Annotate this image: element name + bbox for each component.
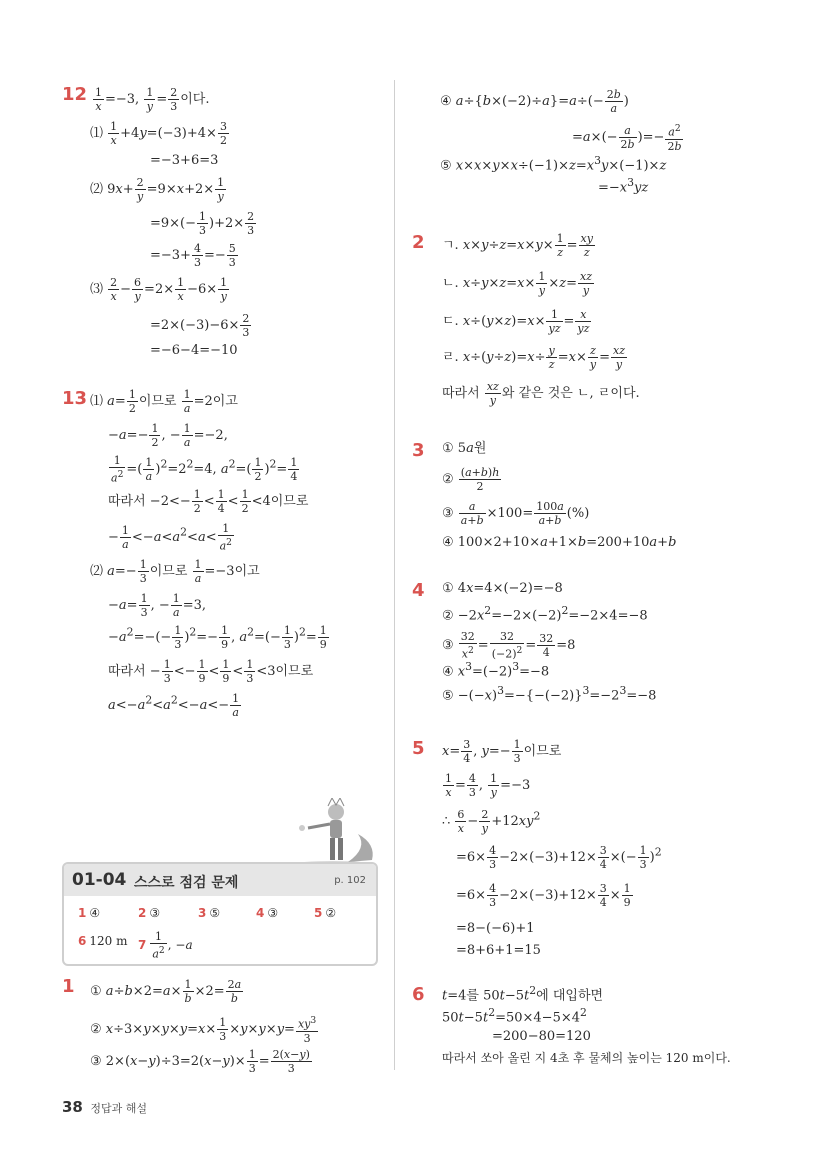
solution-line: ③ 2×(x−y)÷3=2(x−y)× $\frac{1}{3}$ = $\frac{2(x-y)}{3}$ (90, 1048, 310, 1075)
problem-5 (412, 738, 802, 958)
problem-number: 1 (62, 976, 75, 997)
solution-line: =−6−4=−10 (150, 343, 238, 358)
solution-line: =200−80=120 (492, 1029, 591, 1044)
page-reference: p. 102 (334, 875, 366, 886)
problem-13 (62, 388, 382, 718)
answer-item: 5 ② (314, 906, 337, 920)
right-column (412, 84, 802, 1065)
solution-line: $\frac{1}{a^2}$ =( $\frac{1}{a}$ )$^2=2^2=4$, $a^2=$( $\frac{1}{2}$ )$^2$= $\frac{1}{4}$ (111, 454, 298, 485)
solution-line: ㄹ. x÷(y÷z)=x÷ $\frac{y}{z}$ =x× $\frac{z}{y}$ = $\frac{xz}{y}$ (442, 344, 625, 371)
solution-line: $50t-5t^2=50\times 4-5\times 4^2$ (442, 1006, 587, 1026)
solution-line: −a= $\frac{1}{3}$ , − $\frac{1}{a}$ =3, (108, 592, 207, 619)
solution-line: 따라서 −2<− $\frac{1}{2}$ < $\frac{1}{4}$ < $\frac{1}{2}$ <4이므로 (108, 488, 309, 515)
solution-line: ⑴ a= $\frac{1}{2}$ 이므로 $\frac{1}{a}$ =2이고 (90, 388, 238, 415)
solution-line: ㄴ. x÷y×z=x× $\frac{1}{y}$ ×z= $\frac{xz}{y}$ (442, 270, 593, 297)
solution-line: ⑤ $x\times x\times y\times x\div(-1)\times z=x^3y\times(-1)\times z$ (440, 154, 667, 174)
problem-12 (62, 84, 382, 364)
problem-number: 13 (62, 388, 88, 409)
solution-line: ② $-2x^2=-2\times(-2)^2=-2\times 4=-8$ (442, 604, 648, 624)
solution-line: ∴ $\frac{6}{x}$ − $\frac{2}{y}$ $+12xy^2$ (442, 808, 541, 835)
answer-item: 2 ③ (138, 906, 161, 920)
solution-line: ② $\frac{(a+b)h}{2}$ (442, 466, 500, 493)
solution-line: ② x÷3×y×y×y=x× $\frac{1}{3}$ ×y×y×y= $\frac{xy^3}{3}$ (90, 1015, 317, 1045)
solution-line: =−3+ $\frac{4}{3}$ =− $\frac{5}{3}$ (150, 242, 236, 269)
self-check-header (64, 864, 376, 896)
solution-line: ③ $\frac{32}{x^2}$ = $\frac{32}{(-2)^2}$ = $\frac{32}{4}$ =8 (442, 630, 576, 661)
solution-line: $=-x^3yz$ (598, 176, 649, 196)
solution-line: ㄱ. x×y÷z=x×y× $\frac{1}{z}$ = $\frac{xy}{z}$ (442, 232, 593, 259)
problem-number: 4 (412, 580, 425, 601)
solution-line: ① a÷b×2=a× $\frac{1}{b}$ ×2= $\frac{2a}{b}$ (90, 978, 242, 1005)
solution-line: =9×(− $\frac{1}{3}$ )+2× $\frac{2}{3}$ (150, 210, 255, 237)
solution-line: 따라서 − $\frac{1}{3}$ <− $\frac{1}{9}$ < $\frac{1}{9}$ < $\frac{1}{3}$ <3이므로 (108, 658, 314, 685)
solution-line: ④ $x^3=(-2)^3=-8$ (442, 660, 550, 680)
solution-line: ③ $\frac{a}{a+b}$ ×100= $\frac{100a}{a+b}$ (%) (442, 500, 590, 527)
solution-line: ① 4x=4×(−2)=−8 (442, 581, 563, 596)
solution-line: t=4를 $50t-5t^2$에 대입하면 (442, 984, 604, 1004)
solution-line: ① 5a원 (442, 441, 487, 456)
problem-3 (412, 440, 802, 560)
section-title: 스스로 점검 문제 (134, 875, 239, 891)
solution-line: =a×(− $\frac{a}{2b}$ )=− $\frac{a^2}{2b}$ (572, 123, 682, 153)
footer-label: 정답과 해설 (90, 1102, 148, 1115)
solution-line: =2×(−3)−6× $\frac{2}{3}$ (150, 312, 250, 339)
problem-1-continued (412, 84, 802, 204)
solution-line: 따라서 쏘아 올린 지 4초 후 물체의 높이는 120 m이다. (442, 1051, 731, 1065)
solution-line: ⑤ $-(-x)^3=-\{-(-2)\}^3=-2^3=-8$ (442, 684, 657, 704)
solution-line: ㄷ. x÷(y×z)=x× $\frac{1}{yz}$ = $\frac{x}{yz}$ (442, 308, 590, 335)
problem-number: 3 (412, 440, 425, 461)
page-footer (62, 1098, 147, 1116)
answer-item: 7 $\frac{1}{a^2}$ , −a (138, 930, 193, 961)
self-check-box (62, 862, 378, 966)
answer-item: 3 ⑤ (198, 906, 221, 920)
solution-line: − $\frac{1}{a}$ $<-a<a^2<a<$ $\frac{1}{a^2}$ (108, 522, 232, 553)
solution-line: $\frac{1}{x}$ = $\frac{4}{3}$ , $\frac{1}{y}$ =−3 (445, 772, 531, 799)
solution-line: =−3+6=3 (150, 153, 219, 168)
left-column (62, 84, 382, 718)
problem-number: 5 (412, 738, 425, 759)
solution-line: ⑶ $\frac{2}{x}$ − $\frac{6}{y}$ =2× $\frac{1}{x}$ −6× $\frac{1}{y}$ (90, 276, 228, 303)
solution-line: $a<-a^2<a^2<-a<-$ $\frac{1}{a}$ (108, 692, 240, 719)
problem-number: 12 (62, 84, 88, 105)
problem-number: 2 (412, 232, 425, 253)
problem-6 (412, 984, 802, 1074)
problem-2 (412, 232, 802, 407)
solution-line: ⑵ a=− $\frac{1}{3}$ 이므로 $\frac{1}{a}$ =−3이고 (90, 558, 260, 585)
page-number: 38 (62, 1098, 83, 1116)
problem-4 (412, 580, 802, 710)
solution-line: ④ 100×2+10×a+1×b=200+10a+b (442, 535, 677, 550)
solution-line: ⑵ 9x+ $\frac{2}{y}$ =9×x+2× $\frac{1}{y}$ (90, 176, 225, 203)
solution-line: ⑴ $\frac{1}{x}$ +4y=(−3)+4× $\frac{3}{2}$ (90, 120, 227, 147)
answer-item: 1 ④ (78, 906, 101, 920)
solution-line: =6× $\frac{4}{3}$ −2×(−3)+12× $\frac{3}{4}$ ×(− $\frac{1}{3}$ )$^2$ (456, 844, 662, 871)
answer-item: 4 ③ (256, 906, 279, 920)
solution-line: =6× $\frac{4}{3}$ −2×(−3)+12× $\frac{3}{4}$ × $\frac{1}{9}$ (456, 882, 631, 909)
solution-line: =8−(−6)+1 (456, 921, 535, 936)
problem-1 (62, 976, 382, 1076)
section-code: 01-04 (72, 870, 127, 890)
problem-intro: $\frac{1}{x}$ =−3, $\frac{1}{y}$ = $\frac{2}{3}$ 이다. (95, 86, 210, 113)
problem-number: 6 (412, 984, 425, 1005)
fox-girl-illustration (288, 798, 378, 866)
solution-line: −a=− $\frac{1}{2}$ , − $\frac{1}{a}$ =−2, (108, 422, 228, 449)
solution-line: ④ a÷{b×(−2)÷a}=a÷(− $\frac{2b}{a}$ ) (440, 88, 629, 115)
solution-line: $-a^2=-(-$ $\frac{1}{3}$ )$^2$=− $\frac{1}{9}$ , $a^2=(-$ $\frac{1}{3}$ )$^2$= $\frac{1}{9}$ (108, 624, 327, 651)
solution-line: 따라서 $\frac{xz}{y}$ 와 같은 것은 ㄴ, ㄹ이다. (442, 380, 640, 407)
column-divider (394, 80, 395, 1070)
answer-item: 6 120 m (78, 934, 128, 948)
solution-line: x= $\frac{3}{4}$ , y=− $\frac{1}{3}$ 이므로 (442, 738, 562, 765)
solution-line: =8+6+1=15 (456, 943, 541, 958)
